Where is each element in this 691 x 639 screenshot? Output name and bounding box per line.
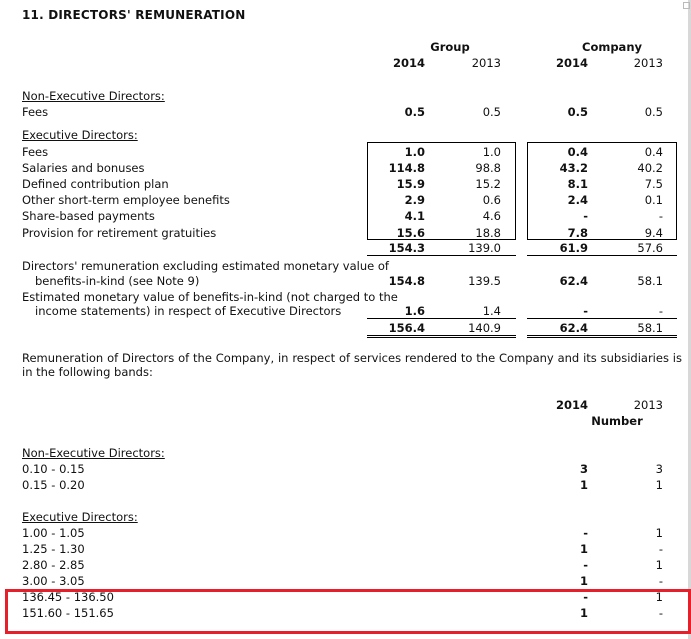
subtotal-group-2013: 139.0 xyxy=(468,241,501,255)
exec-row-company-2014: - xyxy=(583,209,588,223)
exec-row-label: Provision for retirement gratuities xyxy=(22,226,217,240)
exec-row-group-2013: 1.0 xyxy=(482,145,501,159)
band-range: 0.15 - 0.20 xyxy=(22,478,85,492)
band-range: 136.45 - 136.50 xyxy=(22,590,114,604)
bands-non-exec-heading: Non-Executive Directors: xyxy=(22,446,165,460)
highlight-box xyxy=(5,589,691,634)
group-box-top xyxy=(367,142,516,143)
bik-company-2013: - xyxy=(658,304,663,318)
exec-row-group-2013: 4.6 xyxy=(482,209,501,223)
total-group-2014: 156.4 xyxy=(388,321,425,335)
exec-row-company-2014: 0.4 xyxy=(567,145,588,159)
band-range: 1.00 - 1.05 xyxy=(22,526,85,540)
exec-row-group-2013: 15.2 xyxy=(475,177,501,191)
band-2013: 1 xyxy=(655,590,663,604)
band-range: 151.60 - 151.65 xyxy=(22,606,114,620)
band-range: 0.10 - 0.15 xyxy=(22,462,85,476)
exec-row-group-2013: 0.6 xyxy=(482,193,501,207)
total-overline-group xyxy=(367,318,516,319)
subtotal-underline-company xyxy=(527,255,677,256)
bik-row-label-line1: Estimated monetary value of benefits-in-kind (not charged to the xyxy=(22,290,398,304)
exec-row-company-2013: 9.4 xyxy=(644,226,663,240)
section-title: 11. DIRECTORS' REMUNERATION xyxy=(22,8,246,22)
total-underline-group-2 xyxy=(367,337,516,338)
company-2014-header: 2014 xyxy=(555,56,588,70)
exec-row-company-2014: 2.4 xyxy=(567,193,588,207)
band-2013: 1 xyxy=(655,558,663,572)
total-overline-company xyxy=(527,318,677,319)
exec-row-company-2013: - xyxy=(658,209,663,223)
bands-2014-header: 2014 xyxy=(555,398,588,412)
band-2013: 3 xyxy=(655,462,663,476)
exec-row-group-2014: 2.9 xyxy=(404,193,425,207)
subtotal-company-2013: 57.6 xyxy=(637,241,663,255)
bands-2013-header: 2013 xyxy=(633,398,663,412)
company-box-right xyxy=(676,142,677,240)
bik-group-2014: 1.6 xyxy=(404,304,425,318)
company-header: Company xyxy=(582,40,642,54)
company-box-top xyxy=(527,142,677,143)
exec-row-company-2014: 8.1 xyxy=(567,177,588,191)
band-2014: 1 xyxy=(579,478,588,492)
exec-row-company-2013: 7.5 xyxy=(644,177,663,191)
subtotal-underline-group xyxy=(367,255,516,256)
exec-row-group-2014: 15.9 xyxy=(396,177,425,191)
subtotal-company-2014: 61.9 xyxy=(559,241,588,255)
total-company-2014: 62.4 xyxy=(559,321,588,335)
band-2014: 3 xyxy=(579,462,588,476)
band-2014: 1 xyxy=(579,542,588,556)
band-2014: - xyxy=(583,590,588,604)
group-header: Group xyxy=(430,40,470,54)
band-range: 1.25 - 1.30 xyxy=(22,542,85,556)
total-underline-group-1 xyxy=(367,335,516,336)
excl-group-2014: 154.8 xyxy=(388,274,425,288)
exec-row-company-2014: 7.8 xyxy=(567,226,588,240)
total-company-2013: 58.1 xyxy=(637,321,663,335)
band-range: 3.00 - 3.05 xyxy=(22,574,85,588)
exec-row-group-2014: 15.6 xyxy=(396,226,425,240)
fees-company-2013: 0.5 xyxy=(644,105,663,119)
total-underline-company-2 xyxy=(527,337,677,338)
exec-row-group-2014: 4.1 xyxy=(404,209,425,223)
group-box-right xyxy=(515,142,516,240)
exec-row-label: Other short-term employee benefits xyxy=(22,193,230,207)
excl-row-label-line1: Directors' remuneration excluding estimated monetary value of xyxy=(22,259,389,273)
band-2014: - xyxy=(583,526,588,540)
band-range: 2.80 - 2.85 xyxy=(22,558,85,572)
exec-row-label: Salaries and bonuses xyxy=(22,161,145,175)
fees-label: Fees xyxy=(22,105,49,119)
band-2013: 1 xyxy=(655,478,663,492)
exec-row-group-2013: 18.8 xyxy=(475,226,501,240)
non-exec-heading: Non-Executive Directors: xyxy=(22,89,165,103)
bik-group-2013: 1.4 xyxy=(482,304,501,318)
exec-row-label: Share-based payments xyxy=(22,209,155,223)
exec-row-group-2014: 1.0 xyxy=(404,145,425,159)
band-2013: - xyxy=(658,574,663,588)
bik-row-label-line2: income statements) in respect of Executive Directors xyxy=(35,304,342,318)
exec-row-label: Fees xyxy=(22,145,49,159)
band-2013: 1 xyxy=(655,526,663,540)
band-2014: - xyxy=(583,558,588,572)
subtotal-group-2014: 154.3 xyxy=(388,241,425,255)
band-2014: 1 xyxy=(579,574,588,588)
company-box-left xyxy=(527,142,528,240)
excl-company-2013: 58.1 xyxy=(637,274,663,288)
excl-company-2014: 62.4 xyxy=(559,274,588,288)
bands-number-header: Number xyxy=(591,414,643,428)
company-2013-header: 2013 xyxy=(633,56,663,70)
band-2013: - xyxy=(658,606,663,620)
band-2013: - xyxy=(658,542,663,556)
exec-row-label: Defined contribution plan xyxy=(22,177,169,191)
fees-group-2014: 0.5 xyxy=(404,105,425,119)
exec-row-company-2013: 0.4 xyxy=(644,145,663,159)
corner-mark xyxy=(683,2,690,9)
total-group-2013: 140.9 xyxy=(468,321,501,335)
exec-row-company-2013: 0.1 xyxy=(644,193,663,207)
group-2013-header: 2013 xyxy=(471,56,501,70)
exec-heading: Executive Directors: xyxy=(22,128,138,142)
band-2014: 1 xyxy=(579,606,588,620)
excl-group-2013: 139.5 xyxy=(468,274,501,288)
exec-row-group-2014: 114.8 xyxy=(388,161,425,175)
total-underline-company-1 xyxy=(527,335,677,336)
fees-company-2014: 0.5 xyxy=(567,105,588,119)
excl-row-label-line2: benefits-in-kind (see Note 9) xyxy=(35,274,200,288)
exec-row-group-2013: 98.8 xyxy=(475,161,501,175)
exec-row-company-2014: 43.2 xyxy=(559,161,588,175)
group-2014-header: 2014 xyxy=(392,56,425,70)
bands-exec-heading: Executive Directors: xyxy=(22,510,138,524)
bands-paragraph: Remuneration of Directors of the Company, in respect of services rendered to the Company and its subsidiaries is in the following bands: xyxy=(22,351,682,379)
bik-company-2014: - xyxy=(583,304,588,318)
group-box-left xyxy=(367,142,368,240)
exec-row-company-2013: 40.2 xyxy=(637,161,663,175)
fees-group-2013: 0.5 xyxy=(482,105,501,119)
